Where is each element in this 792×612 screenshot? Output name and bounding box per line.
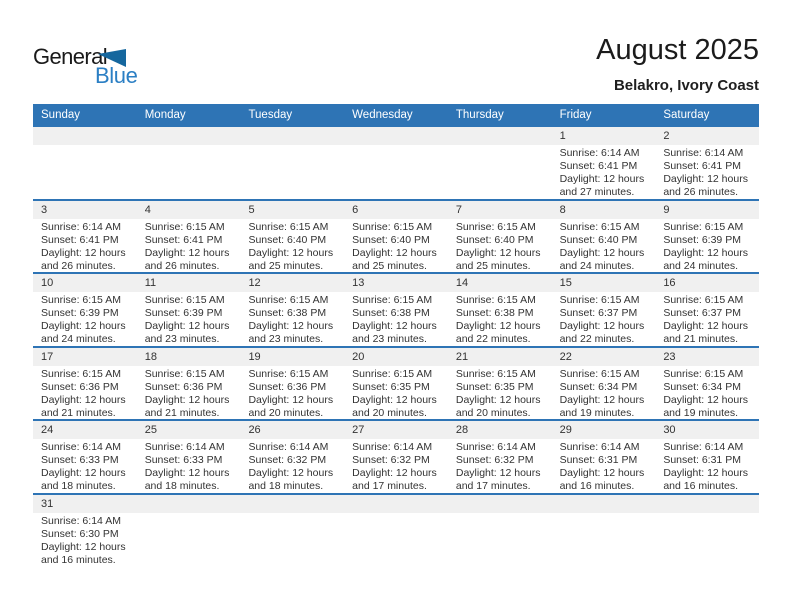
- daylight-line-2: and 18 minutes.: [41, 480, 116, 493]
- sunset-line: Sunset: 6:36 PM: [144, 380, 223, 393]
- day-cell: [552, 421, 656, 493]
- sunset-line: Sunset: 6:34 PM: [559, 380, 638, 393]
- day-number: 1: [552, 127, 656, 145]
- day-details: [240, 513, 344, 515]
- empty-day-cell: [448, 127, 552, 199]
- day-details: [33, 292, 137, 346]
- daylight-line: Daylight: 12 hours: [663, 246, 748, 259]
- daylight-line: Daylight: 12 hours: [41, 246, 126, 259]
- day-number: 25: [137, 421, 241, 439]
- sunset-line: Sunset: 6:41 PM: [41, 233, 119, 246]
- weekday-header: Monday: [144, 109, 186, 121]
- sunrise-line: Sunrise: 6:15 AM: [559, 220, 640, 233]
- day-number: 16: [655, 274, 759, 292]
- day-number: [655, 495, 759, 513]
- sunrise-line: Sunrise: 6:14 AM: [663, 147, 744, 159]
- day-details: [33, 219, 137, 273]
- day-number: [552, 495, 656, 513]
- day-details: [448, 145, 552, 147]
- sunrise-line: Sunrise: 6:15 AM: [248, 294, 329, 306]
- day-details: [552, 439, 656, 493]
- daylight-line-2: and 19 minutes.: [559, 406, 635, 419]
- day-number: 12: [240, 274, 344, 292]
- day-number: 3: [33, 201, 137, 219]
- day-cell: [655, 201, 759, 273]
- daylight-line-2: and 24 minutes.: [663, 259, 739, 272]
- empty-day-cell: [33, 127, 137, 199]
- day-number: [240, 127, 344, 145]
- daylight-line: Daylight: 12 hours: [41, 540, 126, 553]
- day-details: [552, 366, 656, 420]
- empty-day-cell: [240, 495, 344, 569]
- daylight-line-2: and 23 minutes.: [144, 333, 220, 346]
- day-number: 30: [655, 421, 759, 439]
- daylight-line: Daylight: 12 hours: [352, 467, 437, 480]
- day-cell: [137, 201, 241, 273]
- day-number: 10: [33, 274, 137, 292]
- sunset-line: Sunset: 6:30 PM: [41, 527, 119, 540]
- day-details: [240, 292, 344, 346]
- sunset-line: Sunset: 6:33 PM: [41, 454, 119, 467]
- day-number: 29: [552, 421, 656, 439]
- day-cell: [655, 274, 759, 346]
- day-cell: [448, 274, 552, 346]
- sunrise-line: Sunrise: 6:15 AM: [352, 367, 433, 380]
- sunset-line: Sunset: 6:39 PM: [663, 233, 741, 246]
- day-cell: [240, 274, 344, 346]
- day-details: [137, 219, 241, 273]
- day-details: [240, 219, 344, 273]
- weekday-header: Saturday: [663, 109, 710, 121]
- day-number: 24: [33, 421, 137, 439]
- sunset-line: Sunset: 6:39 PM: [144, 307, 223, 320]
- sunset-line: Sunset: 6:32 PM: [455, 454, 534, 467]
- day-number: 20: [344, 348, 448, 366]
- daylight-line: Daylight: 12 hours: [352, 246, 437, 259]
- day-cell: [33, 348, 137, 420]
- sunrise-line: Sunrise: 6:15 AM: [559, 367, 640, 380]
- daylight-line-2: and 25 minutes.: [248, 259, 324, 272]
- day-cell: [655, 348, 759, 420]
- daylight-line-2: and 23 minutes.: [352, 333, 427, 346]
- sunset-line: Sunset: 6:38 PM: [248, 307, 327, 320]
- sunrise-line: Sunrise: 6:15 AM: [663, 367, 744, 380]
- day-number: 13: [344, 274, 448, 292]
- day-cell: [240, 201, 344, 273]
- sunrise-line: Sunrise: 6:15 AM: [663, 220, 744, 233]
- empty-day-cell: [137, 495, 241, 569]
- day-details: [448, 513, 552, 515]
- sunset-line: Sunset: 6:38 PM: [455, 307, 534, 320]
- day-cell: [137, 421, 241, 493]
- page-subtitle: Belakro, Ivory Coast: [613, 77, 759, 94]
- sunset-line: Sunset: 6:32 PM: [248, 454, 327, 467]
- day-number: 28: [448, 421, 552, 439]
- sunset-line: Sunset: 6:35 PM: [455, 380, 534, 393]
- sunset-line: Sunset: 6:31 PM: [559, 454, 638, 467]
- day-cell: [655, 127, 759, 199]
- day-details: [344, 366, 448, 420]
- day-details: [552, 145, 656, 199]
- day-cell: [33, 201, 137, 273]
- daylight-line-2: and 21 minutes.: [144, 406, 220, 419]
- daylight-line-2: and 18 minutes.: [248, 480, 324, 493]
- day-number: 6: [344, 201, 448, 219]
- daylight-line-2: and 16 minutes.: [41, 553, 116, 566]
- empty-day-cell: [344, 495, 448, 569]
- day-cell: [137, 348, 241, 420]
- day-details: [448, 366, 552, 420]
- daylight-line-2: and 26 minutes.: [41, 259, 116, 272]
- daylight-line: Daylight: 12 hours: [663, 467, 748, 480]
- day-number: [344, 495, 448, 513]
- weekday-header-row: [33, 104, 759, 127]
- day-details: [33, 145, 137, 147]
- daylight-line-2: and 16 minutes.: [663, 480, 739, 493]
- sunrise-line: Sunrise: 6:15 AM: [455, 367, 536, 380]
- sunrise-line: Sunrise: 6:14 AM: [559, 441, 640, 453]
- sunrise-line: Sunrise: 6:14 AM: [41, 441, 121, 453]
- daylight-line-2: and 22 minutes.: [455, 333, 531, 346]
- day-details: [33, 439, 137, 493]
- daylight-line-2: and 20 minutes.: [352, 406, 427, 419]
- daylight-line: Daylight: 12 hours: [144, 467, 230, 480]
- day-details: [33, 513, 137, 567]
- daylight-line-2: and 23 minutes.: [248, 333, 324, 346]
- day-cell: [655, 421, 759, 493]
- sunset-line: Sunset: 6:34 PM: [663, 380, 741, 393]
- day-cell: [448, 348, 552, 420]
- sunrise-line: Sunrise: 6:15 AM: [144, 294, 225, 306]
- day-cell: [552, 127, 656, 199]
- sunset-line: Sunset: 6:41 PM: [559, 160, 638, 173]
- sunrise-line: Sunrise: 6:14 AM: [41, 220, 121, 233]
- day-number: 2: [655, 127, 759, 145]
- sunset-line: Sunset: 6:38 PM: [352, 307, 430, 320]
- sunrise-line: Sunrise: 6:15 AM: [352, 294, 433, 306]
- day-details: [448, 219, 552, 273]
- sunrise-line: Sunrise: 6:15 AM: [455, 220, 536, 233]
- sunrise-line: Sunrise: 6:15 AM: [559, 294, 640, 306]
- day-cell: [33, 421, 137, 493]
- sunset-line: Sunset: 6:40 PM: [352, 233, 430, 246]
- calendar: [33, 104, 759, 568]
- week-row: [33, 348, 759, 422]
- sunset-line: Sunset: 6:37 PM: [663, 307, 741, 320]
- daylight-line: Daylight: 12 hours: [144, 393, 230, 406]
- day-details: [655, 292, 759, 346]
- day-number: 4: [137, 201, 241, 219]
- sunrise-line: Sunrise: 6:15 AM: [248, 220, 329, 233]
- day-number: 5: [240, 201, 344, 219]
- daylight-line: Daylight: 12 hours: [144, 320, 230, 333]
- empty-day-cell: [344, 127, 448, 199]
- day-details: [137, 366, 241, 420]
- day-number: 8: [552, 201, 656, 219]
- sunrise-line: Sunrise: 6:14 AM: [559, 147, 640, 159]
- daylight-line: Daylight: 12 hours: [559, 320, 645, 333]
- daylight-line: Daylight: 12 hours: [352, 320, 437, 333]
- daylight-line: Daylight: 12 hours: [663, 393, 748, 406]
- sunrise-line: Sunrise: 6:15 AM: [663, 294, 744, 306]
- empty-day-cell: [137, 127, 241, 199]
- day-details: [137, 513, 241, 515]
- sunrise-line: Sunrise: 6:14 AM: [248, 441, 329, 453]
- day-number: 18: [137, 348, 241, 366]
- day-number: [33, 127, 137, 145]
- sunrise-line: Sunrise: 6:15 AM: [352, 220, 433, 233]
- sunrise-line: Sunrise: 6:15 AM: [144, 367, 225, 380]
- daylight-line: Daylight: 12 hours: [663, 173, 748, 186]
- daylight-line-2: and 24 minutes.: [41, 333, 116, 346]
- day-number: 22: [552, 348, 656, 366]
- daylight-line: Daylight: 12 hours: [455, 320, 541, 333]
- day-number: [137, 495, 241, 513]
- sunset-line: Sunset: 6:41 PM: [144, 233, 223, 246]
- daylight-line: Daylight: 12 hours: [455, 393, 541, 406]
- sunset-line: Sunset: 6:41 PM: [663, 160, 741, 173]
- day-details: [448, 292, 552, 346]
- calendar-grid: [33, 127, 759, 568]
- sunrise-line: Sunrise: 6:15 AM: [41, 367, 121, 380]
- weekday-header: Tuesday: [248, 109, 293, 121]
- empty-day-cell: [552, 495, 656, 569]
- day-cell: [448, 201, 552, 273]
- logo-text-general: General: [33, 44, 108, 69]
- sunset-line: Sunset: 6:35 PM: [352, 380, 430, 393]
- daylight-line: Daylight: 12 hours: [352, 393, 437, 406]
- daylight-line-2: and 17 minutes.: [352, 480, 427, 493]
- day-number: 9: [655, 201, 759, 219]
- daylight-line-2: and 27 minutes.: [559, 186, 635, 199]
- day-number: [344, 127, 448, 145]
- daylight-line-2: and 20 minutes.: [455, 406, 531, 419]
- day-details: [240, 366, 344, 420]
- day-details: [240, 145, 344, 147]
- sunrise-line: Sunrise: 6:14 AM: [455, 441, 536, 453]
- empty-day-cell: [655, 495, 759, 569]
- daylight-line-2: and 20 minutes.: [248, 406, 324, 419]
- logo-text-blue: Blue: [95, 63, 138, 88]
- weekday-header: Thursday: [455, 109, 504, 121]
- day-details: [137, 145, 241, 147]
- sunrise-line: Sunrise: 6:14 AM: [352, 441, 433, 453]
- weekday-header: Wednesday: [352, 109, 413, 121]
- day-details: [552, 513, 656, 515]
- sunset-line: Sunset: 6:40 PM: [455, 233, 534, 246]
- sunset-line: Sunset: 6:40 PM: [248, 233, 327, 246]
- sunset-line: Sunset: 6:31 PM: [663, 454, 741, 467]
- daylight-line-2: and 19 minutes.: [663, 406, 739, 419]
- day-cell: [552, 201, 656, 273]
- weekday-header: Sunday: [41, 109, 81, 121]
- daylight-line-2: and 17 minutes.: [455, 480, 531, 493]
- daylight-line: Daylight: 12 hours: [248, 467, 334, 480]
- day-cell: [552, 348, 656, 420]
- day-cell: [552, 274, 656, 346]
- day-details: [552, 292, 656, 346]
- day-details: [344, 145, 448, 147]
- daylight-line: Daylight: 12 hours: [41, 467, 126, 480]
- day-details: [655, 513, 759, 515]
- week-row: [33, 274, 759, 348]
- daylight-line: Daylight: 12 hours: [559, 246, 645, 259]
- daylight-line-2: and 18 minutes.: [144, 480, 220, 493]
- general-blue-logo: [33, 46, 153, 96]
- sunset-line: Sunset: 6:33 PM: [144, 454, 223, 467]
- day-number: [240, 495, 344, 513]
- sunset-line: Sunset: 6:40 PM: [559, 233, 638, 246]
- day-details: [137, 292, 241, 346]
- sunset-line: Sunset: 6:39 PM: [41, 307, 119, 320]
- daylight-line: Daylight: 12 hours: [248, 393, 334, 406]
- day-details: [655, 366, 759, 420]
- daylight-line: Daylight: 12 hours: [559, 393, 645, 406]
- day-details: [344, 219, 448, 273]
- day-number: 31: [33, 495, 137, 513]
- day-number: 26: [240, 421, 344, 439]
- day-cell: [240, 421, 344, 493]
- daylight-line: Daylight: 12 hours: [663, 320, 748, 333]
- daylight-line-2: and 24 minutes.: [559, 259, 635, 272]
- day-details: [448, 439, 552, 493]
- day-cell: [448, 421, 552, 493]
- daylight-line: Daylight: 12 hours: [41, 320, 126, 333]
- sunrise-line: Sunrise: 6:15 AM: [455, 294, 536, 306]
- page-title: August 2025: [596, 34, 759, 66]
- day-number: 17: [33, 348, 137, 366]
- day-number: [137, 127, 241, 145]
- day-number: [448, 127, 552, 145]
- sunrise-line: Sunrise: 6:15 AM: [41, 294, 121, 306]
- daylight-line: Daylight: 12 hours: [144, 246, 230, 259]
- sunrise-line: Sunrise: 6:14 AM: [144, 441, 225, 453]
- sunset-line: Sunset: 6:36 PM: [41, 380, 119, 393]
- day-cell: [137, 274, 241, 346]
- day-cell: [33, 495, 137, 569]
- daylight-line: Daylight: 12 hours: [41, 393, 126, 406]
- day-cell: [344, 348, 448, 420]
- week-row: [33, 495, 759, 569]
- daylight-line: Daylight: 12 hours: [455, 467, 541, 480]
- day-number: 11: [137, 274, 241, 292]
- daylight-line-2: and 26 minutes.: [663, 186, 739, 199]
- sunrise-line: Sunrise: 6:14 AM: [663, 441, 744, 453]
- sunset-line: Sunset: 6:32 PM: [352, 454, 430, 467]
- daylight-line: Daylight: 12 hours: [559, 467, 645, 480]
- day-number: 23: [655, 348, 759, 366]
- daylight-line: Daylight: 12 hours: [248, 320, 334, 333]
- week-row: [33, 127, 759, 201]
- daylight-line-2: and 22 minutes.: [559, 333, 635, 346]
- day-number: 19: [240, 348, 344, 366]
- daylight-line-2: and 21 minutes.: [663, 333, 739, 346]
- day-details: [655, 145, 759, 199]
- week-row: [33, 421, 759, 495]
- day-details: [552, 219, 656, 273]
- day-details: [344, 513, 448, 515]
- day-cell: [33, 274, 137, 346]
- daylight-line-2: and 16 minutes.: [559, 480, 635, 493]
- day-cell: [240, 348, 344, 420]
- day-cell: [344, 274, 448, 346]
- daylight-line-2: and 21 minutes.: [41, 406, 116, 419]
- day-cell: [344, 421, 448, 493]
- daylight-line-2: and 25 minutes.: [352, 259, 427, 272]
- day-number: 14: [448, 274, 552, 292]
- daylight-line-2: and 26 minutes.: [144, 259, 220, 272]
- weekday-header: Friday: [559, 109, 592, 121]
- day-details: [344, 439, 448, 493]
- sunset-line: Sunset: 6:36 PM: [248, 380, 327, 393]
- week-row: [33, 201, 759, 275]
- sunrise-line: Sunrise: 6:14 AM: [41, 514, 121, 527]
- empty-day-cell: [240, 127, 344, 199]
- daylight-line: Daylight: 12 hours: [248, 246, 334, 259]
- day-number: [448, 495, 552, 513]
- day-details: [344, 292, 448, 346]
- day-details: [655, 219, 759, 273]
- sunrise-line: Sunrise: 6:15 AM: [144, 220, 225, 233]
- daylight-line-2: and 25 minutes.: [455, 259, 531, 272]
- day-number: 7: [448, 201, 552, 219]
- day-number: 15: [552, 274, 656, 292]
- daylight-line: Daylight: 12 hours: [455, 246, 541, 259]
- day-cell: [344, 201, 448, 273]
- day-details: [240, 439, 344, 493]
- day-number: 27: [344, 421, 448, 439]
- sunrise-line: Sunrise: 6:15 AM: [248, 367, 329, 380]
- day-details: [137, 439, 241, 493]
- day-details: [33, 366, 137, 420]
- empty-day-cell: [448, 495, 552, 569]
- sunset-line: Sunset: 6:37 PM: [559, 307, 638, 320]
- day-number: 21: [448, 348, 552, 366]
- day-details: [655, 439, 759, 493]
- daylight-line: Daylight: 12 hours: [559, 173, 645, 186]
